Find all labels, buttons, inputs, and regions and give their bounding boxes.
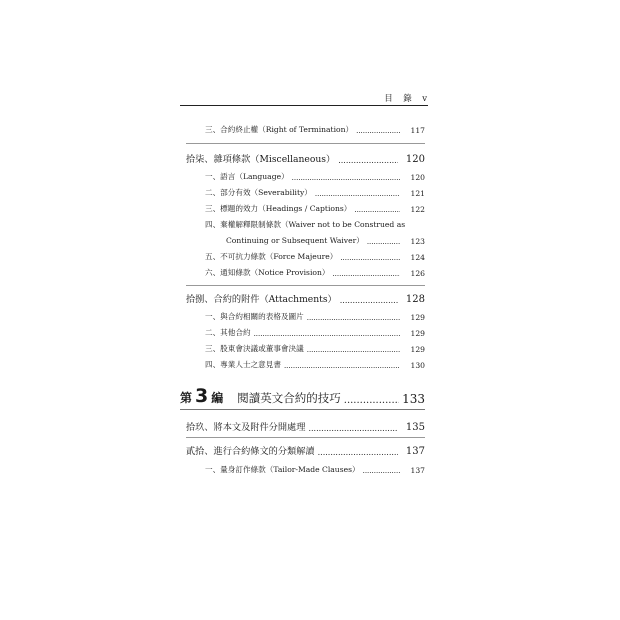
toc-entry[interactable] xyxy=(205,251,425,262)
leader-dots xyxy=(307,346,400,354)
toc-entry-label: 六、通知條款（Notice Provision） xyxy=(205,268,330,277)
toc-section-page: 135 xyxy=(405,422,425,433)
toc-entry-label: 四、專業人士之意見書 xyxy=(205,360,281,369)
part-page: 133 xyxy=(402,392,425,406)
toc-entry-page: 121 xyxy=(410,189,425,198)
page-header xyxy=(180,94,428,106)
leader-dots xyxy=(344,395,399,406)
part-number: 3 xyxy=(195,385,209,407)
toc-entry-label: 二、部分有效（Severability） xyxy=(205,188,312,197)
leader-dots xyxy=(318,448,398,457)
toc-section-label: 拾捌、合約的附件（Attachments） xyxy=(186,294,337,305)
leader-dots xyxy=(254,330,400,338)
toc-entry-label: 三、股東會決議或董事會決議 xyxy=(205,344,304,353)
leader-dots xyxy=(284,362,400,370)
leader-dots xyxy=(315,190,400,198)
toc-section-page: 137 xyxy=(405,446,425,457)
toc-entry-page: 123 xyxy=(410,237,425,246)
part-divider xyxy=(180,409,425,410)
toc-entry-page: 137 xyxy=(410,466,425,475)
leader-dots xyxy=(292,174,400,182)
toc-entry-page: 120 xyxy=(410,173,425,182)
part-suffix: 編 xyxy=(211,391,224,405)
toc-entry[interactable] xyxy=(205,219,425,230)
toc-section-page: 128 xyxy=(405,294,425,305)
toc-section-label: 貳拾、進行合約條文的分類解讀 xyxy=(186,446,315,457)
leader-dots xyxy=(356,127,400,135)
section-divider xyxy=(186,285,425,286)
toc-section-label: 拾玖、將本文及附件分開處理 xyxy=(186,422,306,433)
section-divider xyxy=(186,143,425,144)
toc-entry[interactable] xyxy=(205,124,425,135)
toc-section-page: 120 xyxy=(405,154,425,165)
toc-entry-label: 三、合約終止權（Right of Termination） xyxy=(205,125,354,134)
toc-entry-page: 126 xyxy=(410,269,425,278)
leader-dots xyxy=(363,467,400,475)
toc-entry-label: 一、與合約相關的表格及圖片 xyxy=(205,312,304,321)
leader-dots xyxy=(308,424,398,433)
leader-dots xyxy=(354,206,400,214)
toc-section-label: 拾柒、雜項條款（Miscellaneous） xyxy=(186,154,336,165)
header-text: 目 錄 v xyxy=(384,94,428,104)
toc-entry[interactable] xyxy=(205,359,425,370)
toc-section[interactable] xyxy=(186,151,425,165)
toc-entry[interactable] xyxy=(205,343,425,354)
header-rule xyxy=(180,105,428,106)
section-divider xyxy=(186,437,425,438)
toc-section[interactable] xyxy=(186,443,425,457)
toc-entry-label: 二、其他合約 xyxy=(205,328,251,337)
leader-dots xyxy=(340,254,400,262)
toc-entry-continued[interactable] xyxy=(226,235,425,246)
leader-dots xyxy=(307,314,400,322)
toc-entry-label: 三、標題的效力（Headings / Captions） xyxy=(205,204,352,213)
toc-entry[interactable] xyxy=(205,171,425,182)
toc-section[interactable] xyxy=(186,419,425,433)
toc-entry-page: 117 xyxy=(410,126,425,135)
part-heading[interactable] xyxy=(180,384,425,406)
toc-entry[interactable] xyxy=(205,464,425,475)
toc-entry[interactable] xyxy=(205,267,425,278)
toc-entry[interactable] xyxy=(205,327,425,338)
toc-entry-page: 129 xyxy=(410,345,425,354)
toc-entry[interactable] xyxy=(205,311,425,322)
toc-entry-page: 122 xyxy=(410,205,425,214)
toc-entry-label: 一、量身訂作條款（Tailor-Made Clauses） xyxy=(205,465,360,474)
toc-section[interactable] xyxy=(186,291,425,305)
toc-entry[interactable] xyxy=(205,203,425,214)
toc-entry-page: 129 xyxy=(410,329,425,338)
toc-entry-label: 四、棄權解釋限制條款（Waiver not to be Construed as xyxy=(205,220,406,229)
toc-entry-label: 一、語言（Language） xyxy=(205,172,289,181)
toc-entry-label: 五、不可抗力條款（Force Majeure） xyxy=(205,252,338,261)
leader-dots xyxy=(332,270,400,278)
leader-dots xyxy=(367,238,400,246)
part-prefix: 第 xyxy=(180,391,193,405)
toc-entry-page: 130 xyxy=(410,361,425,370)
toc-entry[interactable] xyxy=(205,187,425,198)
toc-entry-page: 129 xyxy=(410,313,425,322)
part-title: 閱讀英文合約的技巧 xyxy=(237,391,341,405)
toc-entry-label: Continuing or Subsequent Waiver） xyxy=(226,236,364,245)
leader-dots xyxy=(338,156,398,165)
toc-entry-page: 124 xyxy=(410,253,425,262)
leader-dots xyxy=(340,296,398,305)
